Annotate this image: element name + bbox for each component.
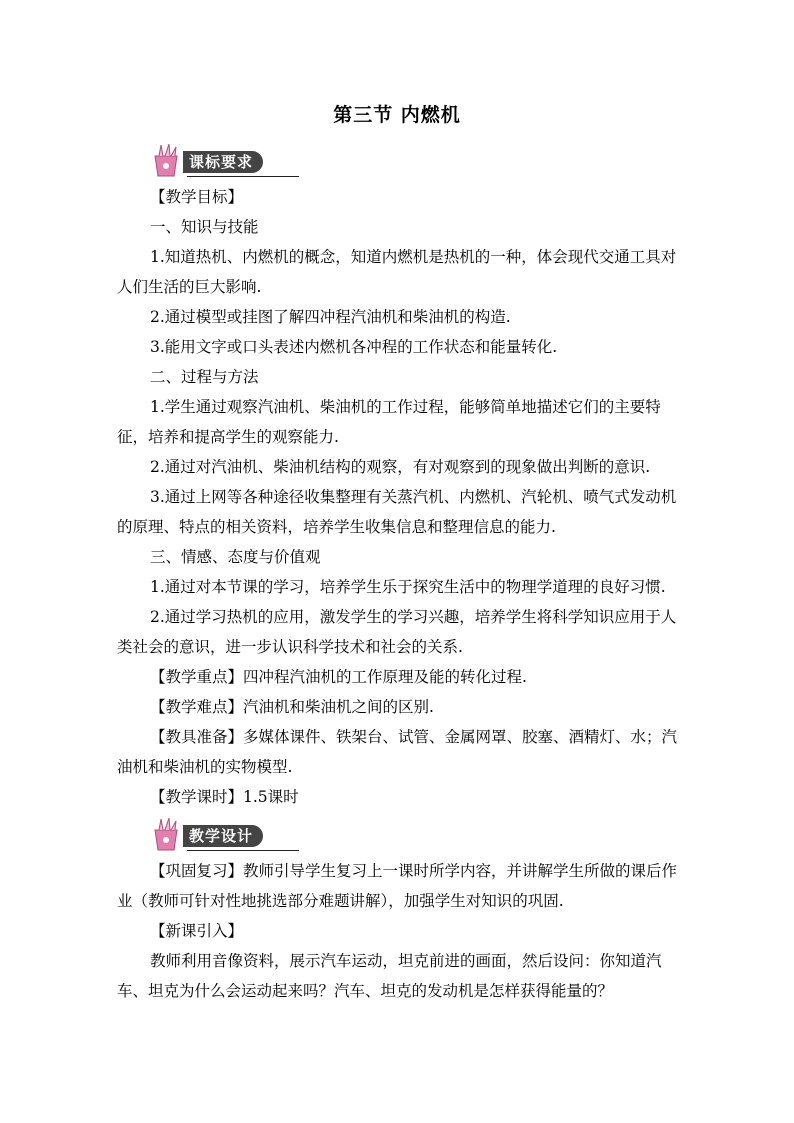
section-banner-design xyxy=(147,816,680,856)
paragraph: 【教学课时】1.5课时 xyxy=(150,788,299,806)
banner-underline xyxy=(187,176,299,177)
paragraph: 二、过程与方法 xyxy=(150,368,259,386)
paragraph: 【巩固复习】教师引导学生复习上一课时所学内容，并讲解学生所做的课后作业（教师可针对性地挑选部分难题讲解），加强学生对知识的巩固. xyxy=(117,862,678,910)
paragraph: 【教具准备】多媒体课件、铁架台、试管、金属网罩、胶塞、酒精灯、水；汽油机和柴油机的实物模型. xyxy=(117,728,678,776)
paragraph: 1.知道热机、内燃机的概念，知道内燃机是热机的一种，体会现代交通工具对人们生活的巨大影响. xyxy=(117,248,677,296)
paragraph: 3.能用文字或口头表述内燃机各冲程的工作状态和能量转化. xyxy=(150,338,558,356)
banner-underline xyxy=(187,850,299,851)
paragraph: 【教学重点】四冲程汽油机的工作原理及能的转化过程. xyxy=(150,668,527,686)
paragraph: 1.通过对本节课的学习，培养学生乐于探究生活中的物理学道理的良好习惯. xyxy=(150,578,666,596)
section-banner-curriculum xyxy=(147,142,680,182)
pen-cup-icon xyxy=(147,816,187,854)
paragraph: 1.学生通过观察汽油机、柴油机的工作过程，能够简单地描述它们的主要特征，培养和提高学生的观察能力. xyxy=(117,398,661,446)
page-title: 第三节 内燃机 xyxy=(333,104,461,126)
paragraph: 一、知识与技能 xyxy=(150,218,259,236)
paragraph: 2.通过模型或挂图了解四冲程汽油机和柴油机的构造. xyxy=(150,308,511,326)
paragraph: 【教学目标】 xyxy=(150,188,244,206)
paragraph: 【教学难点】汽油机和柴油机之间的区别. xyxy=(150,698,434,716)
paragraph: 三、情感、态度与价值观 xyxy=(150,548,321,566)
paragraph: 2.通过对汽油机、柴油机结构的观察，有对观察到的现象做出判断的意识. xyxy=(150,458,651,476)
paragraph: 3.通过上网等各种途径收集整理有关蒸汽机、内燃机、汽轮机、喷气式发动机的原理、特点的相关资料，培养学生收集信息和整理信息的能力. xyxy=(117,488,677,536)
paragraph: 【新课引入】 xyxy=(150,922,244,940)
paragraph: 教师利用音像资料，展示汽车运动，坦克前进的画面，然后设问：你知道汽车、坦克为什么会运动起来吗？汽车、坦克的发动机是怎样获得能量的？ xyxy=(117,952,662,1000)
banner-label: 课标要求 xyxy=(183,151,263,173)
banner-label: 教学设计 xyxy=(183,825,263,847)
content-body xyxy=(117,138,680,1006)
paragraph: 2.通过学习热机的应用，激发学生的学习兴趣，培养学生将科学知识应用于人类社会的意识，进一步认识科学技术和社会的关系. xyxy=(117,608,677,656)
pen-cup-icon xyxy=(147,142,187,180)
